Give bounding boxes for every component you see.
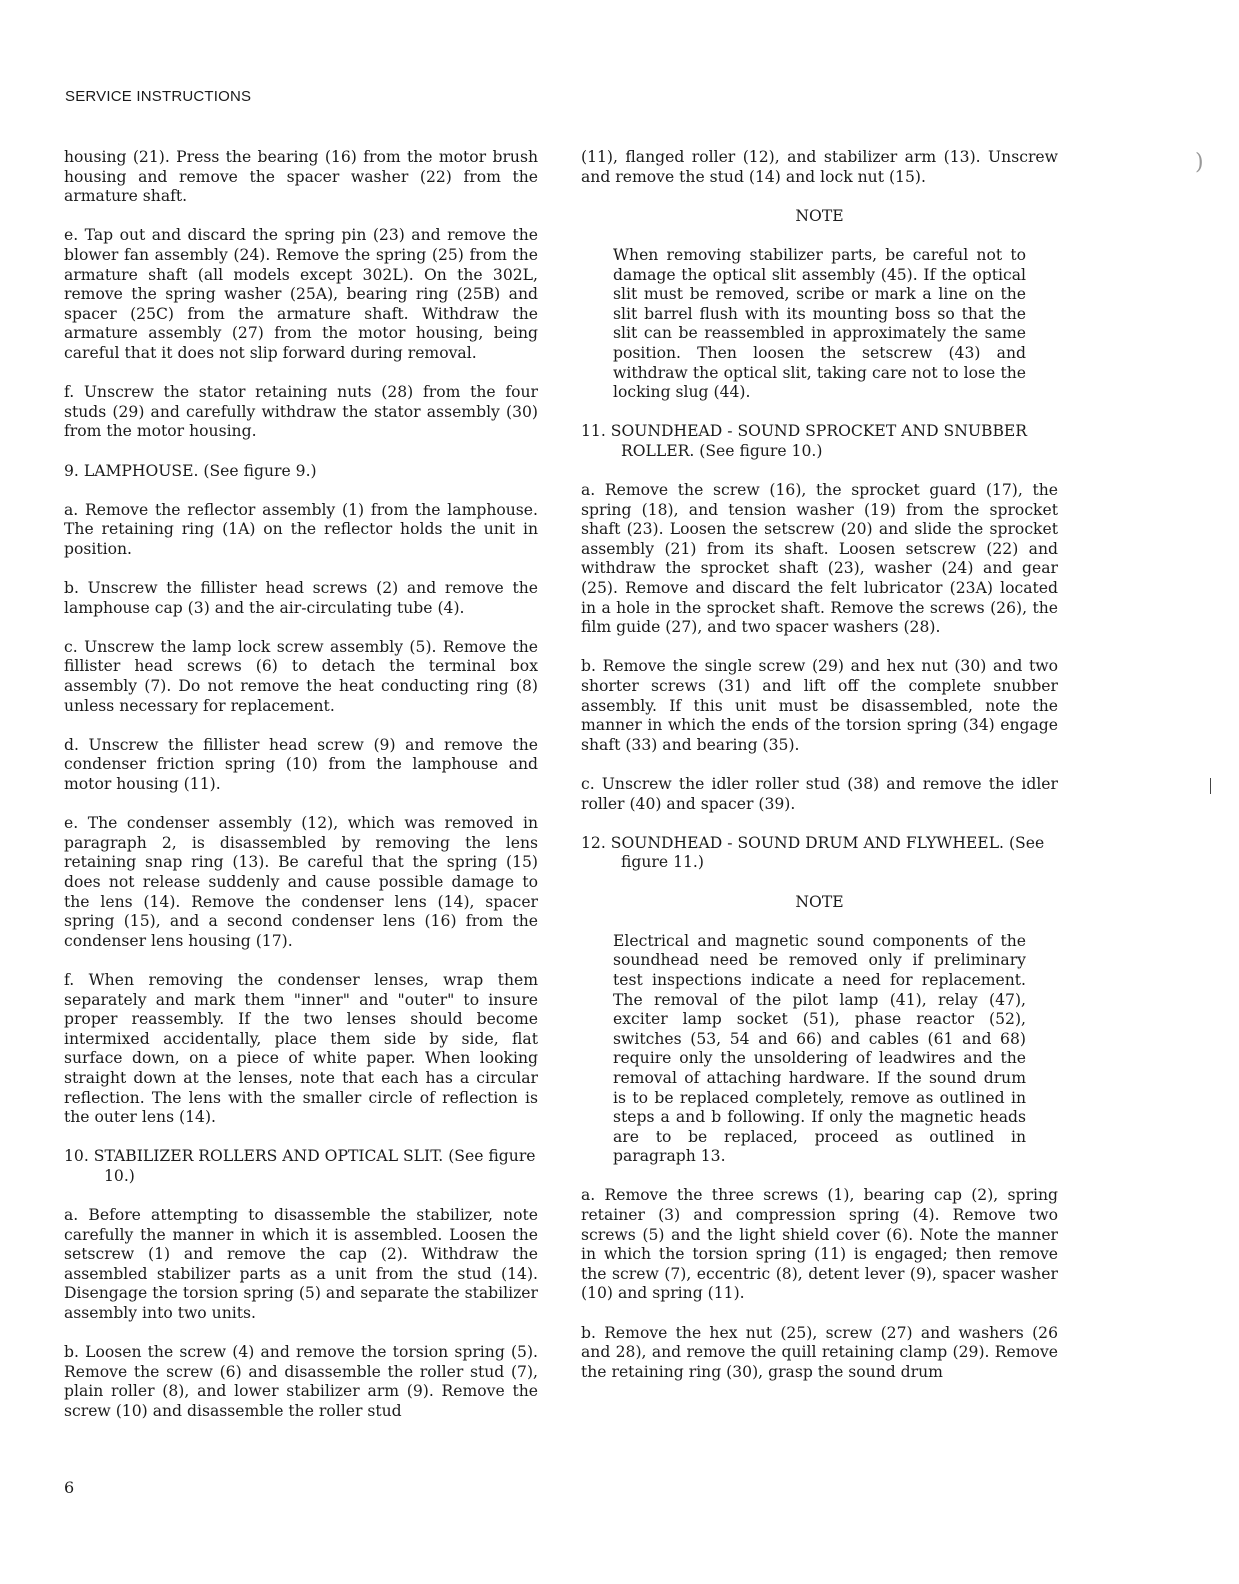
note-heading: NOTE <box>795 206 844 225</box>
paragraph-flanged-roller: (11), flanged roller (12), and stabilizer arm (13). Unscrew and remove the stud (14) and lock nut (15). <box>581 148 1058 186</box>
step-11c-idler-roller: c. Unscrew the idler roller stud (38) and remove the idler roller (40) and spacer (39). <box>581 775 1058 813</box>
right-column <box>581 148 1058 1402</box>
paragraph-motor-brush-housing: housing (21). Press the bearing (16) from the motor brush housing and remove the spacer washer (22) from the armature shaft. <box>64 148 538 206</box>
step-9a-reflector: a. Remove the reflector assembly (1) from the lamphouse. The retaining ring (1A) on the reflector holds the unit in position. <box>64 500 538 558</box>
step-9b-lamphouse-cap: b. Unscrew the fillister head screws (2) and remove the lamphouse cap (3) and the air-circulating tube (4). <box>64 579 538 617</box>
step-10b-torsion-spring: b. Loosen the screw (4) and remove the torsion spring (5). Remove the screw (6) and disassemble the roller stud (7), plain roller (8), and lower stabilizer arm (9). Remove the screw (10) and disassemble the roller stud <box>64 1343 538 1420</box>
note-optical-slit: When removing stabilizer parts, be careful not to damage the optical slit assembly (45). If the optical slit must be removed, scribe or mark a line on the slit barrel flush with its mounting boss so that the slit can be reassembled in approximately the same position. Then loosen the setscrew (43) and withdraw the optical slit, taking care not to lose the locking slug (44). <box>613 245 1026 402</box>
step-9c-lamp-lock: c. Unscrew the lamp lock screw assembly (5). Remove the fillister head screws (6) to detach the terminal box assembly (7). Do not remove the heat conducting ring (8) unless necessary for replacement. <box>64 637 538 715</box>
step-12b-quill-clamp: b. Remove the hex nut (25), screw (27) and washers (26 and 28), and remove the quill retaining clamp (29). Remove the retaining ring (30), grasp the sound drum <box>581 1323 1058 1381</box>
note-heading: NOTE <box>795 892 844 911</box>
section-heading-stabilizer: 10. STABILIZER ROLLERS AND OPTICAL SLIT. (See figure 10.) <box>64 1147 536 1185</box>
step-9e-condenser-assembly: e. The condenser assembly (12), which was removed in paragraph 2, is disassembled by removing the lens retaining snap ring (13). Be careful that the spring (15) does not release suddenly and cause possible damage to the lens (14). Remove the condenser lens (14), spacer spring (15), and a second condenser lens (16) from the condenser lens housing (17). <box>64 814 538 950</box>
step-8e-armature: e. Tap out and discard the spring pin (23) and remove the blower fan assembly (24). Remove the spring (25) from the armature shaft (all models except 302L). On the 302L, remove the spring washer (25A), bearing ring (25B) and spacer (25C) from the armature shaft. Withdraw the armature assembly (27) from the motor housing, being careful that it does not slip forward during removal. <box>64 226 538 362</box>
left-column <box>64 148 538 1441</box>
margin-tick-mark <box>1210 778 1211 794</box>
binder-hole-mark: ) <box>1195 150 1204 175</box>
section-heading-sound-drum: 12. SOUNDHEAD - SOUND DRUM AND FLYWHEEL. (See figure 11.) <box>581 833 1045 872</box>
step-11a-sprocket: a. Remove the screw (16), the sprocket guard (17), the spring (18), and tension washer (19) from the sprocket shaft (23). Loosen the setscrew (20) and slide the sprocket assembly (21) from its shaft. Loosen setscrew (22) and withdraw the sprocket shaft (23), washer (24) and gear (25). Remove and discard the felt lubricator (23A) located in a hole in the sprocket shaft. Remove the screws (26), the film guide (27), and two spacer washers (28). <box>581 481 1058 637</box>
step-9d-friction-spring: d. Unscrew the fillister head screw (9) and remove the condenser friction spring (10) from the lamphouse and motor housing (11). <box>64 735 538 793</box>
page-number: 6 <box>64 1478 75 1497</box>
section-heading-lamphouse: 9. LAMPHOUSE. (See figure 9.) <box>64 461 317 480</box>
step-12a-bearing-cap: a. Remove the three screws (1), bearing cap (2), spring retainer (3) and compression spring (4). Remove two screws (5) and the light shield cover (6). Note the manner in which the torsion spring (11) is engaged; then remove the screw (7), eccentric (8), detent lever (9), spacer washer (10) and spring (11). <box>581 1186 1058 1303</box>
step-11b-snubber: b. Remove the single screw (29) and hex nut (30) and two shorter screws (31) and lift off the complete snubber assembly. If this unit must be disassembled, note the manner in which the ends of the torsion spring (34) engage shaft (33) and bearing (35). <box>581 657 1058 754</box>
step-8f-stator: f. Unscrew the stator retaining nuts (28) from the four studs (29) and carefully withdraw the stator assembly (30) from the motor housing. <box>64 383 538 441</box>
step-9f-condenser-lenses: f. When removing the condenser lenses, wrap them separately and mark them "inner" and "outer" to insure proper reassembly. If the two lenses should become intermixed accidentally, place them side by side, flat surface down, on a piece of white paper. When looking straight down at the lenses, note that each has a circular reflection. The lens with the smaller circle of reflection is the outer lens (14). <box>64 970 538 1127</box>
step-10a-stabilizer: a. Before attempting to disassemble the stabilizer, note carefully the manner in which it is assembled. Loosen the setscrew (1) and remove the cap (2). Withdraw the assembled stabilizer parts as a unit from the stud (14). Disengage the torsion spring (5) and separate the stabilizer assembly into two units. <box>64 1206 538 1323</box>
page-header: SERVICE INSTRUCTIONS <box>65 88 252 105</box>
note-sound-components: Electrical and magnetic sound components of the soundhead need be removed only if preliminary test inspections indicate a need for replacement. The removal of the pilot lamp (41), relay (47), exciter lamp socket (51), phase reactor (52), switches (53, 54 and 66) and cables (61 and 68) require only the unsoldering of leadwires and the removal of attaching hardware. If the sound drum is to be replaced completely, remove as outlined in steps a and b following. If only the magnetic heads are to be replaced, proceed as outlined in paragraph 13. <box>613 931 1026 1166</box>
section-heading-sound-sprocket: 11. SOUNDHEAD - SOUND SPROCKET AND SNUBBER ROLLER. (See figure 10.) <box>581 422 1028 460</box>
